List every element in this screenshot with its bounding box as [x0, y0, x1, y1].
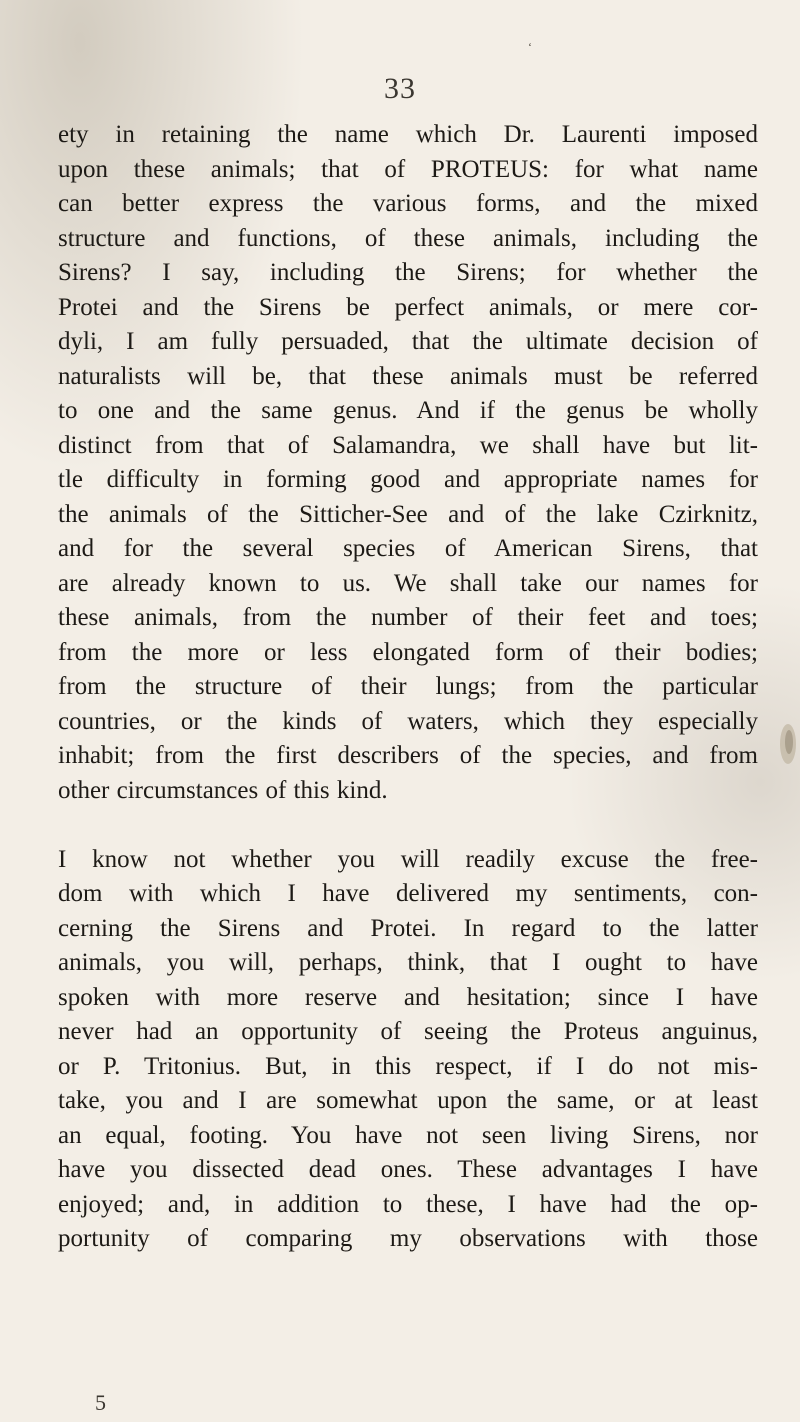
- text-line: have you dissected dead ones. These advantages I have: [58, 1156, 758, 1183]
- text-line: Protei and the Sirens be perfect animals, or mere cor-: [58, 293, 758, 321]
- text-line: ety in retaining the name which Dr. Laurenti imposed: [58, 121, 758, 148]
- text-line: naturalists will be, that these animals must be referred: [58, 362, 758, 390]
- text-line: dyli, I am fully persuaded, that the ultimate decision of: [58, 328, 758, 355]
- text-line: take, you and I are somewhat upon the same, or at least: [58, 1087, 758, 1114]
- text-line: distinct from that of Salamandra, we shall have but lit-: [58, 431, 758, 459]
- margin-stain-icon: [778, 720, 798, 768]
- text-line: these animals, from the number of their feet and toes;: [58, 604, 758, 631]
- text-line: structure and functions, of these animals, including the: [58, 224, 758, 252]
- paragraph-2: [58, 843, 758, 1257]
- text-line: countries, or the kinds of waters, which they especially: [58, 707, 758, 735]
- paragraph-spacer: [58, 808, 758, 843]
- text-line: upon these animals; that of PROTEUS: for what name: [58, 155, 758, 183]
- signature-mark: 5: [95, 1390, 106, 1415]
- text-line: animals, you will, perhaps, think, that I ought to have: [58, 949, 758, 976]
- text-line: dom with which I have delivered my sentiments, con-: [58, 880, 758, 907]
- text-line: and for the several species of American Sirens, that: [58, 535, 758, 562]
- text-line: from the structure of their lungs; from the particular: [58, 673, 758, 700]
- text-line: the animals of the Sitticher-See and of the lake Czirknitz,: [58, 500, 758, 528]
- text-line: to one and the same genus. And if the genus be wholly: [58, 397, 758, 424]
- text-line: inhabit; from the first describers of the species, and from: [58, 742, 758, 769]
- text-line: enjoyed; and, in addition to these, I have had the op-: [58, 1190, 758, 1218]
- ink-speck: ʻ: [528, 40, 532, 54]
- text-line: an equal, footing. You have not seen living Sirens, nor: [58, 1121, 758, 1149]
- text-line: I know not whether you will readily excuse the free-: [58, 845, 758, 873]
- body-text: [58, 118, 758, 1257]
- text-line: or P. Tritonius. But, in this respect, if I do not mis-: [58, 1052, 758, 1080]
- text-line: never had an opportunity of seeing the Proteus anguinus,: [58, 1018, 758, 1045]
- text-line: can better express the various forms, and the mixed: [58, 190, 758, 217]
- text-line: are already known to us. We shall take our names for: [58, 569, 758, 597]
- text-line: portunity of comparing my observations with those: [58, 1225, 758, 1252]
- text-line: from the more or less elongated form of their bodies;: [58, 638, 758, 666]
- text-line: other circumstances of this kind.: [58, 776, 388, 804]
- paragraph-1: [58, 118, 758, 808]
- text-line: spoken with more reserve and hesitation; since I have: [58, 983, 758, 1011]
- text-line: tle difficulty in forming good and appropriate names for: [58, 466, 758, 493]
- text-line: cerning the Sirens and Protei. In regard to the latter: [58, 914, 758, 942]
- text-line: Sirens? I say, including the Sirens; for whether the: [58, 259, 758, 286]
- page-number: 33: [384, 72, 416, 105]
